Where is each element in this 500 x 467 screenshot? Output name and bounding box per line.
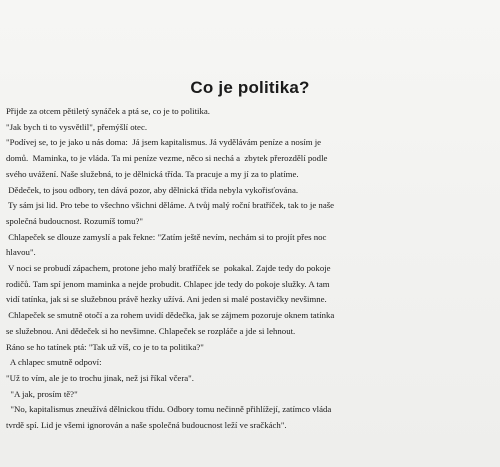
- text-line: svého uvážení. Naše služebná, to je dělnická třída. Ta pracuje a my jí za to platíme.: [6, 168, 299, 179]
- text-line: tvrdě spí. Lid je všemi ignorován a naše společná budoucnost leží ve sračkách".: [6, 420, 287, 431]
- text-line: "No, kapitalismus zneužívá dělnickou třídu. Odbory tomu nečinně přihlížejí, zatímco vláda: [6, 404, 332, 415]
- document-body: [6, 104, 498, 434]
- text-line: domů. Maminka, to je vláda. Ta mi peníze vezme, něco si nechá a zbytek přerozdělí podle: [6, 153, 328, 164]
- text-line: vidí tatínka, jak si se služebnou právě hezky užívá. Ani jeden si malé postavičky nevšimne.: [6, 294, 327, 305]
- text-line: V noci se probudí zápachem, protone jeho malý bratříček se pokakal. Zajde tedy do pokoje: [6, 263, 331, 274]
- text-line: Chlapeček se smutně otočí a za rohem uvidí dědečka, jak se zájmem pozoruje oknem tatínka: [6, 310, 335, 321]
- text-line: Dědeček, to jsou odbory, ten dává pozor, aby dělnická třída nebyla vykořisťována.: [6, 184, 299, 195]
- text-line: hlavou".: [6, 247, 36, 258]
- text-line: "Už to vím, ale je to trochu jinak, než jsi říkal včera".: [6, 372, 194, 383]
- text-line: Chlapeček se dlouze zamyslí a pak řekne: "Zatím ještě nevím, nechám si to projít přes noc: [6, 231, 327, 242]
- text-line: "Podívej se, to je jako u nás doma: Já jsem kapitalismus. Já vydělávám peníze a nosím je: [6, 137, 322, 148]
- text-line: Přijde za otcem pětiletý synáček a ptá se, co je to politika.: [6, 106, 210, 116]
- text-line: A chlapec smutně odpoví:: [6, 357, 102, 368]
- text-line: společná budoucnost. Rozumíš tomu?": [6, 215, 143, 226]
- page-title: Co je politika?: [190, 78, 310, 97]
- text-line: "Jak bych ti to vysvětlil", přemýšlí otec.: [6, 121, 148, 132]
- text-line: rodičů. Tam spí jenom maminka a nejde probudit. Chlapec jde tedy do pokoje služky. A tam: [6, 278, 330, 289]
- text-line: se služebnou. Ani dědeček si ho nevšimne. Chlapeček se rozpláče a jde si lehnout.: [6, 325, 296, 336]
- text-line: "A jak, prosím tě?": [6, 388, 78, 399]
- text-line: Ty sám jsi lid. Pro tebe to všechno všichni děláme. A tvůj malý roční bratříček, tak to je naše: [6, 200, 335, 211]
- text-line: Ráno se ho tatínek ptá: "Tak už víš, co je to ta politika?": [6, 341, 204, 352]
